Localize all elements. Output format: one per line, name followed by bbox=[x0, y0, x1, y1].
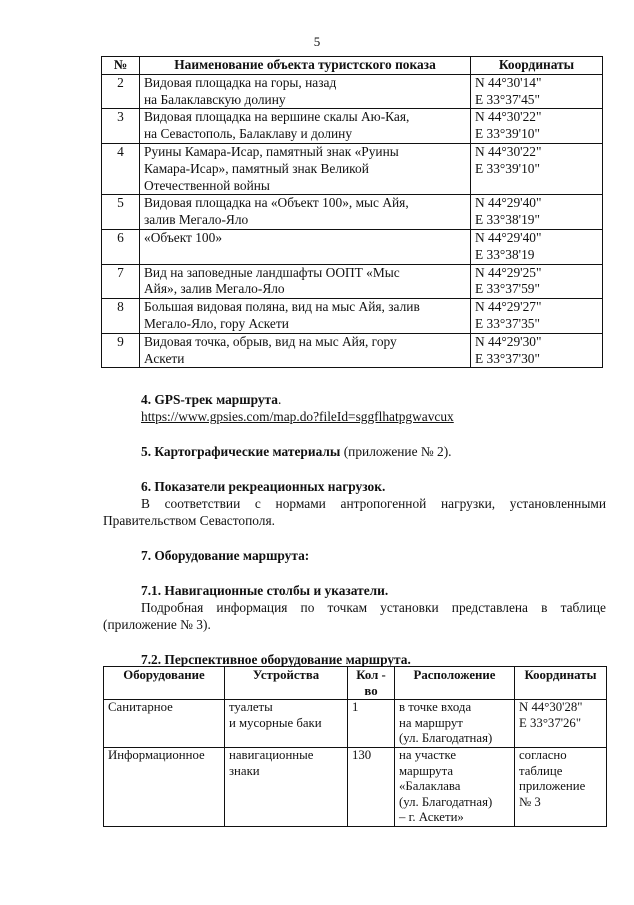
section-gps-track bbox=[103, 392, 606, 426]
object-coordinates: N 44°30'22" E 33°39'10" bbox=[471, 143, 603, 194]
section-heading: 6. Показатели рекреационных нагрузок. bbox=[141, 479, 386, 494]
section-heading: 5. Картографические материалы bbox=[141, 444, 341, 459]
object-name: Видовая площадка на горы, назад на Балаклавскую долину bbox=[140, 74, 471, 109]
section-prospective-equipment-heading: 7.2. Перспективное оборудование маршрута. bbox=[141, 652, 411, 667]
object-coordinates: N 44°29'25" E 33°37'59" bbox=[471, 264, 603, 299]
equipment-table bbox=[103, 666, 607, 827]
table-row bbox=[102, 195, 603, 230]
header-coordinates: Координаты bbox=[515, 667, 607, 700]
object-coordinates: N 44°30'22" E 33°39'10" bbox=[471, 109, 603, 144]
header-coordinates: Координаты bbox=[471, 57, 603, 75]
row-number: 8 bbox=[102, 299, 140, 334]
tour-objects-table bbox=[101, 56, 603, 368]
table-row bbox=[102, 109, 603, 144]
header-quantity: Кол - во bbox=[348, 667, 395, 700]
object-name: Вид на заповедные ландшафты ООПТ «Мыс Айя», залив Мегало-Яло bbox=[140, 264, 471, 299]
object-name: Руины Камара-Исар, памятный знак «Руины Камара-Исар», памятный знак Великой Отечественной войны bbox=[140, 143, 471, 194]
table-row bbox=[104, 700, 607, 748]
table-header-row bbox=[104, 667, 607, 700]
row-number: 2 bbox=[102, 74, 140, 109]
section-text: Подробная информация по точкам установки представлена в таблице (приложение № 3). bbox=[103, 599, 606, 632]
section-navigation-posts bbox=[103, 583, 606, 633]
equipment-coordinates: согласно таблице приложение № 3 bbox=[515, 747, 607, 826]
table-row bbox=[102, 299, 603, 334]
equipment-quantity: 130 bbox=[348, 747, 395, 826]
header-location: Расположение bbox=[395, 667, 515, 700]
object-coordinates: N 44°29'40" E 33°38'19 bbox=[471, 229, 603, 264]
section-heading: 4. GPS-трек маршрута bbox=[141, 392, 278, 407]
equipment-devices: навигационные знаки bbox=[225, 747, 348, 826]
object-name: Видовая точка, обрыв, вид на мыс Айя, гору Аскети bbox=[140, 333, 471, 368]
object-name: Видовая площадка на вершине скалы Аю-Кая, на Севастополь, Балаклаву и долину bbox=[140, 109, 471, 144]
row-number: 6 bbox=[102, 229, 140, 264]
object-coordinates: N 44°29'40" E 33°38'19" bbox=[471, 195, 603, 230]
header-devices: Устройства bbox=[225, 667, 348, 700]
equipment-devices: туалеты и мусорные баки bbox=[225, 700, 348, 748]
object-coordinates: N 44°30'14" E 33°37'45" bbox=[471, 74, 603, 109]
section-text: В соответствии с нормами антропогенной нагрузки, установленными Правительством Севастополя. bbox=[103, 495, 606, 528]
equipment-type: Санитарное bbox=[104, 700, 225, 748]
table-row bbox=[102, 264, 603, 299]
equipment-location: на участке маршрута «Балаклава (ул. Благодатная) – г. Аскети» bbox=[395, 747, 515, 826]
table-row bbox=[102, 74, 603, 109]
section-route-equipment-heading: 7. Оборудование маршрута: bbox=[141, 548, 310, 563]
object-coordinates: N 44°29'27" E 33°37'35" bbox=[471, 299, 603, 334]
header-object-name: Наименование объекта туристского показа bbox=[140, 57, 471, 75]
table-row bbox=[102, 229, 603, 264]
object-name: «Объект 100» bbox=[140, 229, 471, 264]
page-number: 5 bbox=[313, 34, 321, 49]
table-row bbox=[102, 333, 603, 368]
section-cartographic-materials bbox=[103, 444, 606, 461]
object-name: Видовая площадка на «Объект 100», мыс Айя, залив Мегало-Яло bbox=[140, 195, 471, 230]
table-row bbox=[102, 143, 603, 194]
gps-track-link[interactable]: https://www.gpsies.com/map.do?fileId=sggflhatpgwavcux bbox=[141, 408, 454, 424]
section-recreational-loads bbox=[103, 479, 606, 529]
row-number: 9 bbox=[102, 333, 140, 368]
section-heading-tail: . bbox=[277, 392, 282, 407]
section-text: (приложение № 2). bbox=[340, 444, 452, 459]
section-heading: 7.1. Навигационные столбы и указатели. bbox=[141, 583, 389, 598]
equipment-location: в точке входа на маршрут (ул. Благодатная) bbox=[395, 700, 515, 748]
header-equipment: Оборудование bbox=[104, 667, 225, 700]
object-coordinates: N 44°29'30" E 33°37'30" bbox=[471, 333, 603, 368]
table-header-row bbox=[102, 57, 603, 75]
table-row bbox=[104, 747, 607, 826]
equipment-coordinates: N 44°30'28" E 33°37'26" bbox=[515, 700, 607, 748]
row-number: 3 bbox=[102, 109, 140, 144]
equipment-type: Информационное bbox=[104, 747, 225, 826]
object-name: Большая видовая поляна, вид на мыс Айя, залив Мегало-Яло, гору Аскети bbox=[140, 299, 471, 334]
header-number: № bbox=[102, 57, 140, 75]
row-number: 5 bbox=[102, 195, 140, 230]
row-number: 4 bbox=[102, 143, 140, 194]
row-number: 7 bbox=[102, 264, 140, 299]
equipment-quantity: 1 bbox=[348, 700, 395, 748]
